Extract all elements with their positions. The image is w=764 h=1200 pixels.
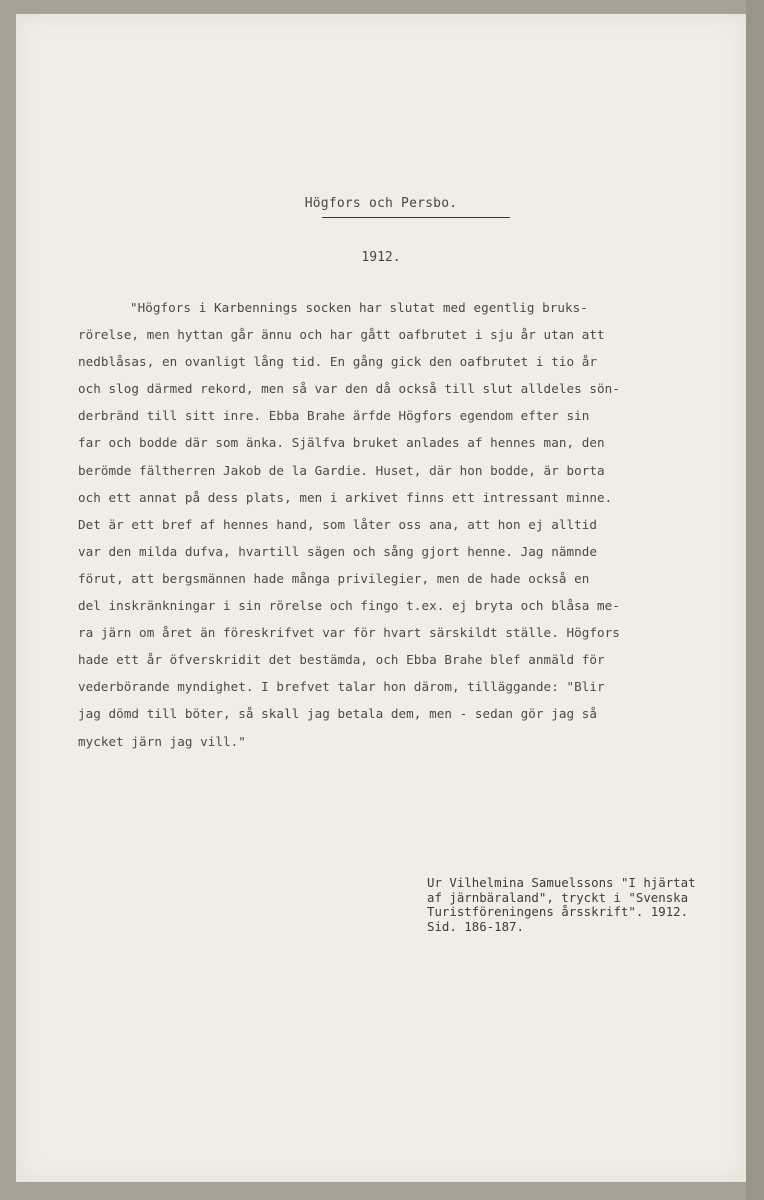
document-year: 1912. <box>361 250 401 265</box>
body-line: far och bodde där som änka. Själfva bruket anlades af hennes man, den <box>78 435 605 451</box>
body-line: var den milda dufva, hvartill sägen och sång gjort henne. Jag nämnde <box>78 543 597 559</box>
source-citation <box>427 876 747 934</box>
document-title: Högfors och Persbo. <box>304 196 458 211</box>
source-line: Ur Vilhelmina Samuelssons "I hjärtat <box>427 875 696 890</box>
body-line: jag dömd till böter, så skall jag betala dem, men - sedan gör jag så <box>78 706 597 722</box>
body-paragraph <box>78 294 730 755</box>
body-line: och ett annat på dess plats, men i arkivet finns ett intressant minne. <box>78 489 613 505</box>
body-line: berömde fältherren Jakob de la Gardie. Huset, där hon bodde, är borta <box>78 462 605 478</box>
body-line: hade ett år öfverskridit det bestämda, och Ebba Brahe blef anmäld för <box>78 652 605 668</box>
body-line: nedblåsas, en ovanligt lång tid. En gång gick den oafbrutet i tio år <box>78 354 597 370</box>
typewritten-page <box>16 14 746 1182</box>
body-line: och slog därmed rekord, men så var den då också till slut alldeles sön- <box>78 381 620 397</box>
body-line: ra järn om året än föreskrifvet var för hvart särskildt ställe. Högfors <box>78 625 620 641</box>
body-line: förut, att bergsmännen hade många privilegier, men de hade också en <box>78 570 590 586</box>
source-line: Sid. 186-187. <box>427 918 524 934</box>
source-line: af järnbäraland", tryckt i "Svenska <box>427 889 689 905</box>
scan-edge-strip <box>746 0 764 1200</box>
body-line: rörelse, men hyttan går ännu och har gått oafbrutet i sju år utan att <box>78 327 605 343</box>
source-line: Turistföreningens årsskrift". 1912. <box>427 904 689 919</box>
body-line: "Högfors i Karbennings socken har slutat med egentlig bruks- <box>130 300 588 315</box>
body-line: derbränd till sitt inre. Ebba Brahe ärfde Högfors egendom efter sin <box>78 408 590 424</box>
body-line: Det är ett bref af hennes hand, som låter oss ana, att hon ej alltid <box>78 516 597 532</box>
body-line: del inskränkningar i sin rörelse och fingo t.ex. ej bryta och blåsa me- <box>78 598 620 614</box>
body-line: mycket järn jag vill." <box>78 733 246 749</box>
title-underline <box>322 217 510 218</box>
body-line: vederbörande myndighet. I brefvet talar hon därom, tilläggande: "Blir <box>78 679 605 695</box>
